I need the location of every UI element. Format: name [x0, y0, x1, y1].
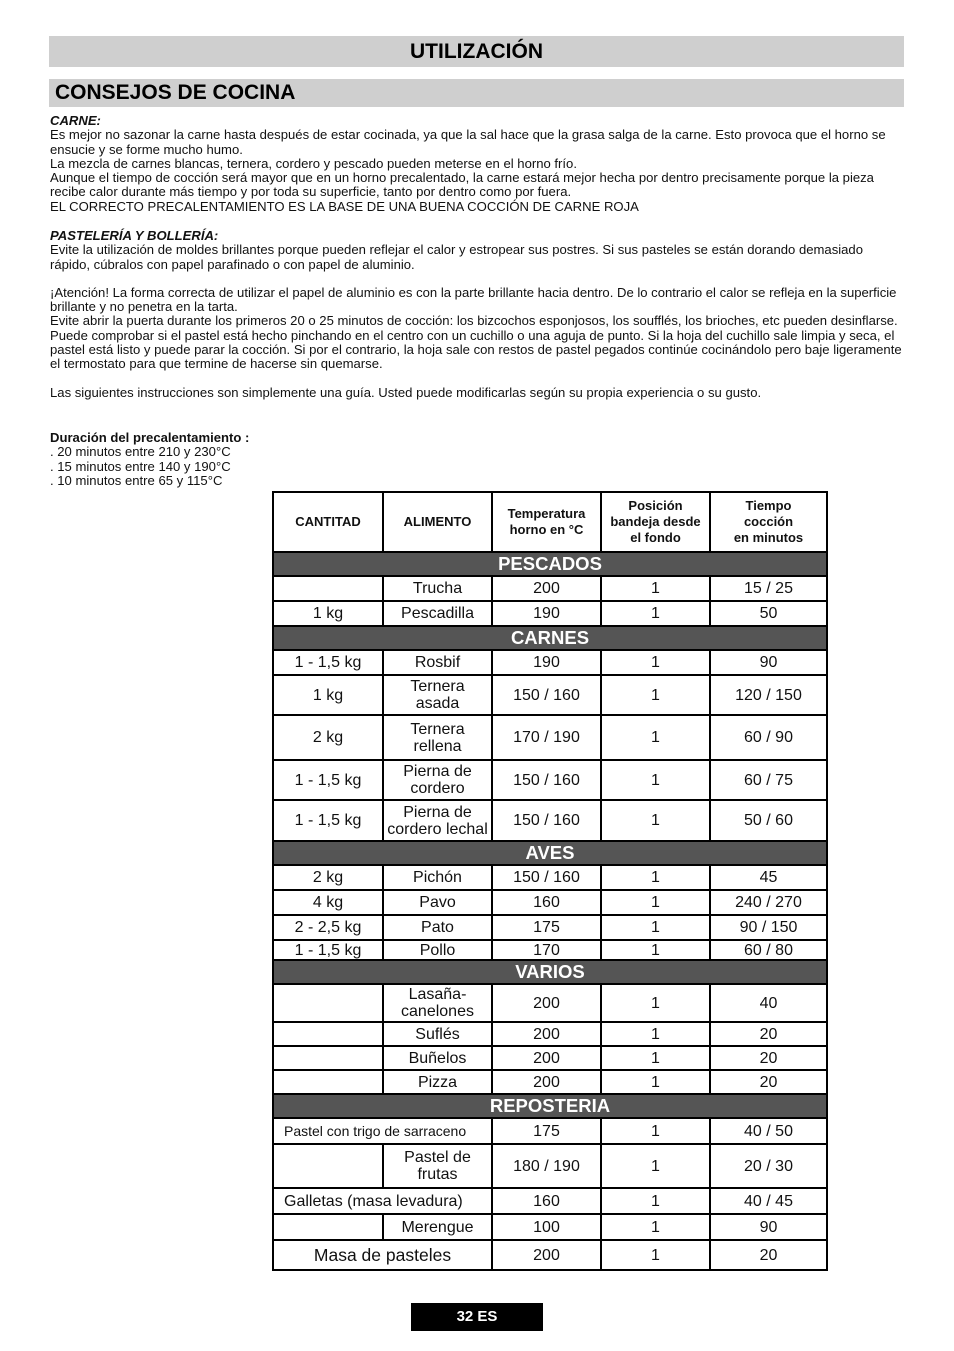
preheat-item: . 10 minutos entre 65 y 115°C [50, 472, 223, 488]
table-row [273, 576, 827, 601]
header-tiempo: Tiempo cocción en minutos [710, 492, 827, 552]
cell-time: 60 / 80 [710, 940, 827, 960]
carne-heading: CARNE: [50, 113, 101, 128]
cell-time: 90 [710, 650, 827, 675]
pasteleria-paragraph: Evite la utilización de moldes brillantes porque pueden reflejar el calor y estropear sus postres. Si sus pasteles se están dorando demasiado rápido, cúbralos con papel parafinado o con papel de aluminio. [50, 242, 863, 272]
cell-qty: 1 - 1,5 kg [273, 800, 383, 841]
cell-time: 20 [710, 1240, 827, 1270]
table-row [273, 865, 827, 890]
cell-time: 20 [710, 1070, 827, 1094]
cell-food: Pastel de frutas [383, 1144, 492, 1188]
cell-food: Pierna de cordero [383, 760, 492, 800]
cell-food: Buñelos [383, 1046, 492, 1070]
cell-pos: 1 [601, 915, 710, 940]
cell-temp: 200 [492, 1070, 601, 1094]
cell-food: Pollo [383, 940, 492, 960]
cell-temp: 150 / 160 [492, 760, 601, 800]
carne-paragraph: EL CORRECTO PRECALENTAMIENTO ES LA BASE DE UNA BUENA COCCIÓN DE CARNE ROJA [50, 198, 639, 214]
cell-time: 120 / 150 [710, 675, 827, 715]
cell-time: 15 / 25 [710, 576, 827, 601]
pasteleria-paragraph: Puede comprobar si el pastel está hecho pinchando en el centro con un cuchillo o una aguja de punto. Si la hoja del cuchillo sale limpia y seca, el pastel está listo y puede parar la cocción. Si por el contrario, la hoja sale con restos de pastel pegados continúe cocinándolo pero baje ligeramente el termostato para que termine de hacerse sin quemarse. [50, 327, 902, 372]
cell-qty: 1 - 1,5 kg [273, 650, 383, 675]
cell-food: Galletas (masa levadura) [273, 1188, 492, 1214]
table-row [273, 1144, 827, 1188]
page-number: 32 ES [411, 1303, 543, 1331]
cell-time: 90 [710, 1214, 827, 1240]
carne-paragraph: Es mejor no sazonar la carne hasta después de estar cocinada, ya que la sal hace que la grasa salga de la carne. Esto provoca que el horno se ensucie y se forme mucho humo. [50, 127, 886, 157]
cell-food: Rosbif [383, 650, 492, 675]
cell-food: Trucha [383, 576, 492, 601]
cell-food: Pichón [383, 865, 492, 890]
cell-pos: 1 [601, 1214, 710, 1240]
header-temperatura: Temperatura horno en °C [492, 492, 601, 552]
table-row [273, 601, 827, 626]
cell-temp: 180 / 190 [492, 1144, 601, 1188]
cell-temp: 100 [492, 1214, 601, 1240]
cell-pos: 1 [601, 576, 710, 601]
table-row [273, 715, 827, 760]
table-row [273, 1188, 827, 1214]
cell-pos: 1 [601, 1144, 710, 1188]
cell-food: Masa de pasteles [273, 1240, 492, 1270]
cell-qty: 1 kg [273, 601, 383, 626]
category-label: PESCADOS [273, 552, 827, 576]
category-label: REPOSTERIA [273, 1094, 827, 1118]
cell-food: Pizza [383, 1070, 492, 1094]
cell-qty: 1 kg [273, 675, 383, 715]
cell-pos: 1 [601, 1188, 710, 1214]
cell-time: 90 / 150 [710, 915, 827, 940]
cell-pos: 1 [601, 800, 710, 841]
cell-pos: 1 [601, 1070, 710, 1094]
cell-time: 40 / 45 [710, 1188, 827, 1214]
cell-time: 50 [710, 601, 827, 626]
cell-time: 240 / 270 [710, 890, 827, 915]
header-cantidad: CANTITAD [273, 492, 383, 552]
cell-temp: 150 / 160 [492, 800, 601, 841]
cell-qty [273, 1214, 383, 1240]
cell-food: Ternera asada [383, 675, 492, 715]
cell-time: 50 / 60 [710, 800, 827, 841]
cell-time: 45 [710, 865, 827, 890]
cell-qty: 2 - 2,5 kg [273, 915, 383, 940]
cell-temp: 150 / 160 [492, 675, 601, 715]
table-row [273, 1070, 827, 1094]
carne-paragraph: Aunque el tiempo de cocción será mayor que en un horno precalentado, la carne estará mejor hecha por dentro precisamente porque la pieza recibe calor durante más tiempo y por toda su superficie, tanto por dentro como por fuera. [50, 170, 874, 200]
pasteleria-paragraph: ¡Atención! La forma correcta de utilizar el papel de aluminio es con la parte brillante hacia dentro. De lo contrario el calor se refleja en la superficie brillante y no penetra en la tarta. [50, 284, 897, 315]
table-row [273, 675, 827, 715]
table-row [273, 650, 827, 675]
table-row [273, 940, 827, 960]
table-row [273, 760, 827, 800]
cell-qty [273, 1022, 383, 1046]
cell-pos: 1 [601, 650, 710, 675]
table-row [273, 1240, 827, 1270]
cell-pos: 1 [601, 601, 710, 626]
cell-temp: 200 [492, 1046, 601, 1070]
cell-qty [273, 1144, 383, 1188]
table-row [273, 1022, 827, 1046]
carne-section [50, 114, 906, 214]
cell-pos: 1 [601, 1118, 710, 1144]
preheat-section [50, 431, 906, 488]
cell-time: 20 [710, 1022, 827, 1046]
cell-time: 60 / 90 [710, 715, 827, 760]
cell-food: Pierna de cordero lechal [383, 800, 492, 841]
category-row-carnes [273, 626, 827, 650]
cell-temp: 200 [492, 1240, 601, 1270]
cell-temp: 160 [492, 890, 601, 915]
table-row [273, 800, 827, 841]
category-label: VARIOS [273, 960, 827, 984]
cell-temp: 175 [492, 1118, 601, 1144]
table-row [273, 915, 827, 940]
cell-temp: 160 [492, 1188, 601, 1214]
preheat-item: . 20 minutos entre 210 y 230°C [50, 444, 231, 460]
cell-qty [273, 1070, 383, 1094]
cell-food: Pato [383, 915, 492, 940]
pasteleria-section [50, 229, 906, 400]
category-row-varios [273, 960, 827, 984]
cell-qty [273, 1046, 383, 1070]
table-row [273, 1046, 827, 1070]
cell-food: Pastel con trigo de sarraceno [273, 1118, 492, 1144]
category-label: CARNES [273, 626, 827, 650]
cell-temp: 200 [492, 576, 601, 601]
pasteleria-paragraph: Evite abrir la puerta durante los primeros 20 o 25 minutos de cocción: los bizcochos esponjosos, los soufflés, los brioches, etc pueden desinflarse. [50, 313, 898, 329]
cell-pos: 1 [601, 1240, 710, 1270]
cell-time: 40 [710, 984, 827, 1022]
header-posicion: Posición bandeja desde el fondo [601, 492, 710, 552]
cell-qty [273, 576, 383, 601]
cell-food: Pavo [383, 890, 492, 915]
cell-qty: 2 kg [273, 865, 383, 890]
cell-qty: 1 - 1,5 kg [273, 940, 383, 960]
table-row [273, 890, 827, 915]
cell-food: Ternera rellena [383, 715, 492, 760]
preheat-item: . 15 minutos entre 140 y 190°C [50, 458, 231, 474]
pasteleria-heading: PASTELERÍA Y BOLLERÍA: [50, 228, 219, 243]
cell-temp: 200 [492, 1022, 601, 1046]
table-row [273, 1118, 827, 1144]
cell-qty: 1 - 1,5 kg [273, 760, 383, 800]
cell-temp: 190 [492, 601, 601, 626]
cell-pos: 1 [601, 715, 710, 760]
cell-food: Merengue [383, 1214, 492, 1240]
table-row [273, 984, 827, 1022]
cell-time: 60 / 75 [710, 760, 827, 800]
cell-food: Pescadilla [383, 601, 492, 626]
cell-food: Suflés [383, 1022, 492, 1046]
cell-temp: 190 [492, 650, 601, 675]
table-header-row [273, 492, 827, 552]
cell-qty: 4 kg [273, 890, 383, 915]
category-row-aves [273, 841, 827, 865]
preheat-heading: Duración del precalentamiento : [50, 430, 250, 445]
cell-pos: 1 [601, 865, 710, 890]
cell-food: Lasaña- canelones [383, 984, 492, 1022]
cooking-table [272, 491, 828, 1271]
cell-pos: 1 [601, 675, 710, 715]
pasteleria-paragraph: Las siguientes instrucciones son simplemente una guía. Usted puede modificarlas según su propia experiencia o su gusto. [50, 384, 762, 400]
carne-paragraph: La mezcla de carnes blancas, ternera, cordero y pescado pueden meterse en el horno frío. [50, 155, 577, 171]
header-alimento: ALIMENTO [383, 492, 492, 552]
cell-temp: 175 [492, 915, 601, 940]
section-heading: CONSEJOS DE COCINA [49, 79, 904, 107]
page-title: UTILIZACIÓN [49, 36, 904, 67]
cell-pos: 1 [601, 1046, 710, 1070]
cell-temp: 170 [492, 940, 601, 960]
cell-qty: 2 kg [273, 715, 383, 760]
cell-temp: 170 / 190 [492, 715, 601, 760]
table-row [273, 1214, 827, 1240]
category-label: AVES [273, 841, 827, 865]
category-row-pescados [273, 552, 827, 576]
cell-temp: 200 [492, 984, 601, 1022]
cell-temp: 150 / 160 [492, 865, 601, 890]
cell-pos: 1 [601, 984, 710, 1022]
cell-pos: 1 [601, 940, 710, 960]
category-row-reposteria [273, 1094, 827, 1118]
cell-pos: 1 [601, 890, 710, 915]
cell-time: 20 / 30 [710, 1144, 827, 1188]
cell-time: 40 / 50 [710, 1118, 827, 1144]
cell-qty [273, 984, 383, 1022]
cell-time: 20 [710, 1046, 827, 1070]
cell-pos: 1 [601, 760, 710, 800]
cell-pos: 1 [601, 1022, 710, 1046]
